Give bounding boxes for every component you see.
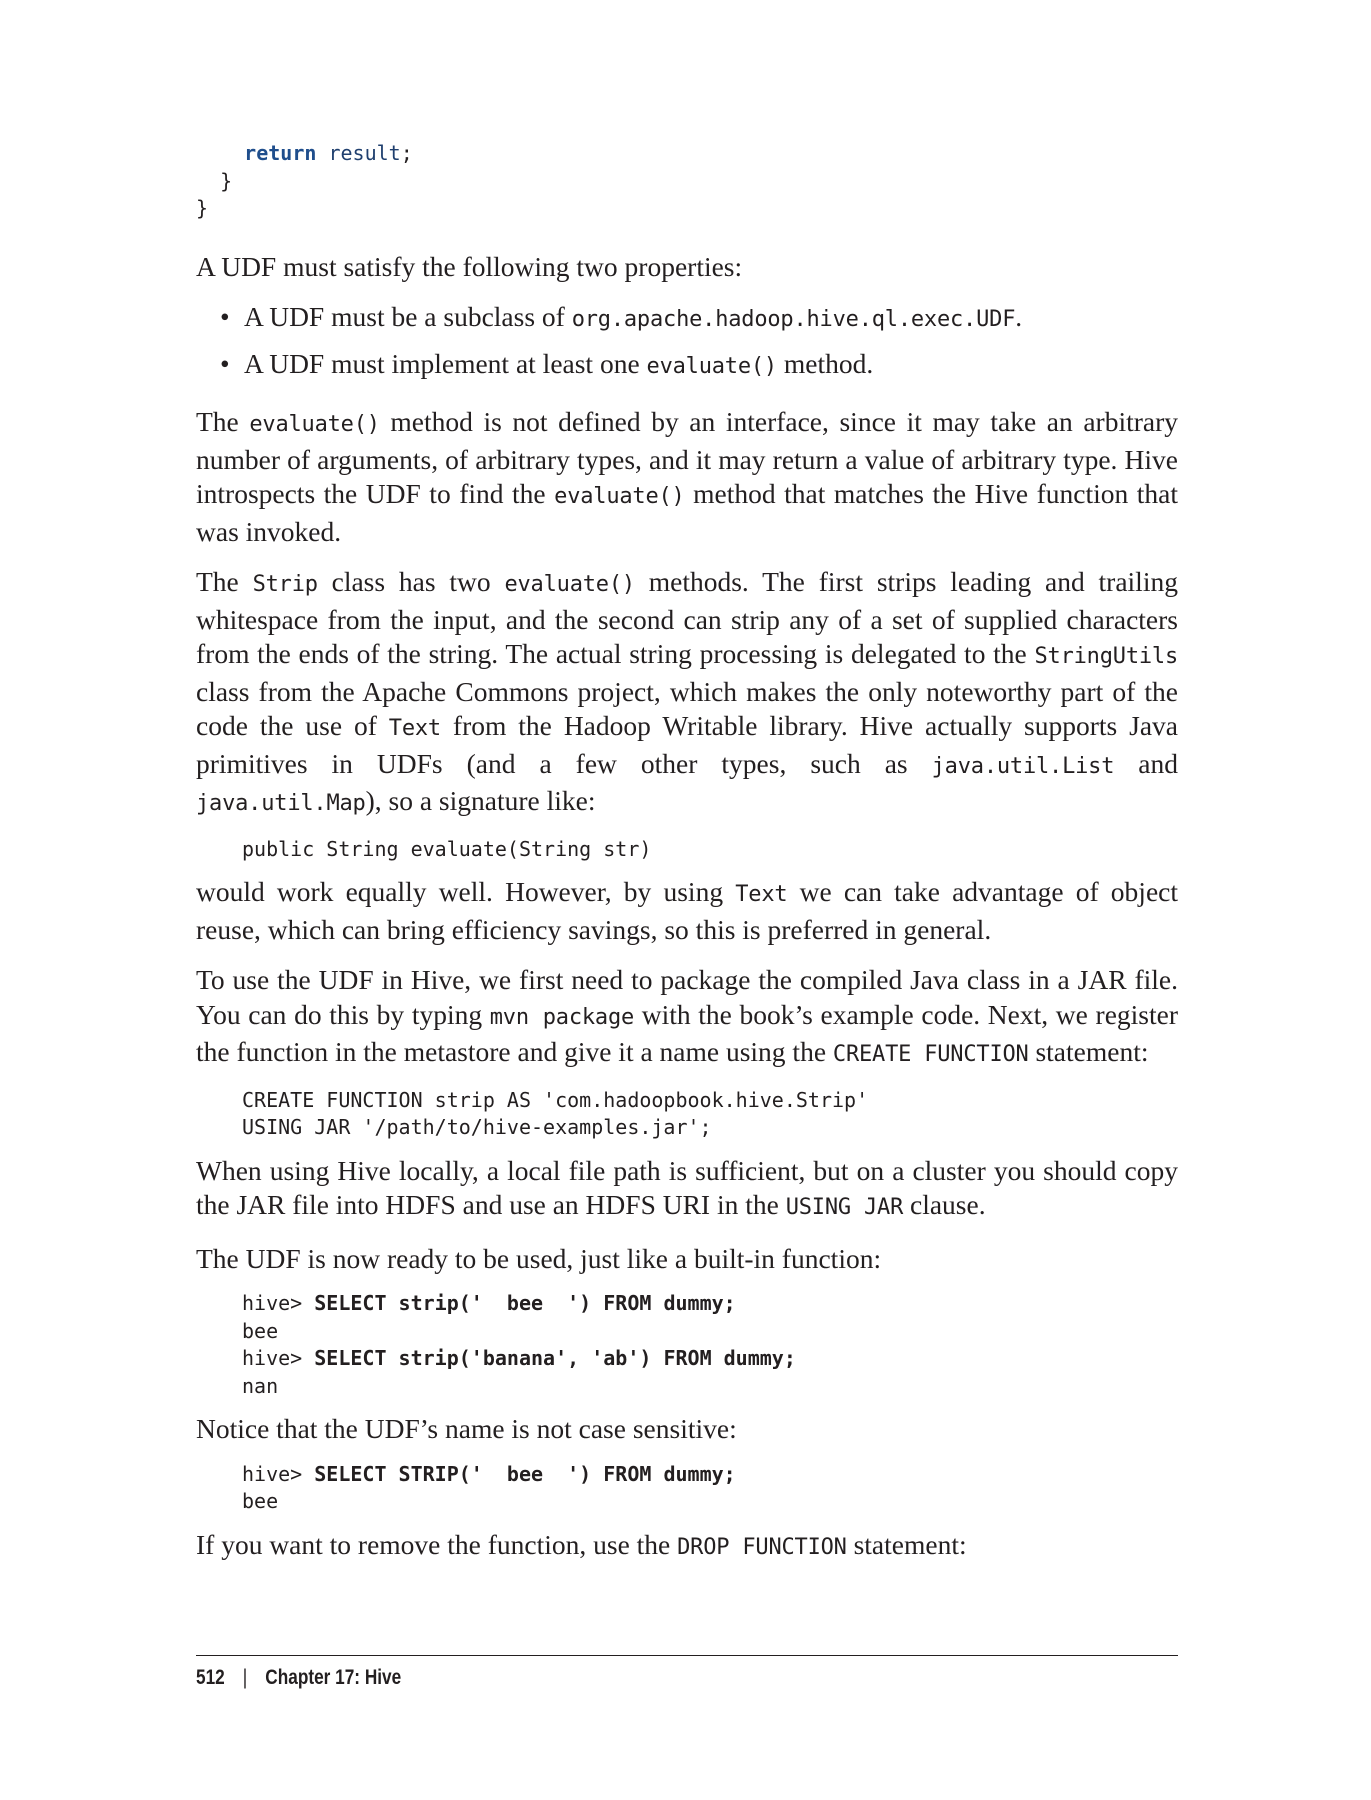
paragraph-package: To use the UDF in Hive, we first need to package the compiled Java class in a JAR file. You can do this by typing mvn package with the book’s example code. Next, we register the function in the metastore and give it a name using the CREATE FUNCTION statement: [196, 964, 1178, 1067]
paragraph-ready: The UDF is now ready to be used, just like a built-in function: [196, 1242, 882, 1274]
footer-text [196, 1666, 1001, 1690]
page-body [196, 140, 1178, 1565]
code-block-signature: public String evaluate(String str) [242, 836, 652, 861]
code-block-return: return result; } } [196, 141, 413, 220]
footer-separator: | [242, 1666, 248, 1689]
code-block-create-function: CREATE FUNCTION strip AS 'com.hadoopbook.hive.Strip' USING JAR '/path/to/hive-examples.jar'; [242, 1087, 869, 1139]
paragraph-intro: A UDF must satisfy the following two properties: [196, 250, 743, 282]
page-footer [196, 1655, 1178, 1690]
paragraph-evaluate: The evaluate() method is not defined by an interface, since it may take an arbitrary number of arguments, of arbitrary types, and it may return a value of arbitrary type. Hive introspects the UDF to find the evaluate() method that matches the Hive function that was invoked. [196, 406, 1179, 547]
code-keyword: return [244, 141, 317, 165]
property-list [196, 300, 1178, 384]
list-item: • A UDF must be a subclass of org.apache.hadoop.hive.ql.exec.UDF. [196, 300, 1178, 338]
code-line: } [196, 196, 209, 220]
code-block-case: hive> SELECT STRIP(' bee ') FROM dummy; bee [242, 1461, 736, 1513]
bullet-icon: • [220, 301, 230, 332]
code-identifier: result [328, 141, 401, 165]
chapter-title: Chapter 17: Hive [265, 1666, 402, 1689]
paragraph-local-path: When using Hive locally, a local file path is sufficient, but on a cluster you should copy the JAR file into HDFS and use an HDFS URI in the USING JAR clause. [196, 1154, 1178, 1220]
paragraph-strip-class: The Strip class has two evaluate() methods. The first strips leading and trailing whitespace from the input, and the second can strip any of a set of supplied characters from the ends of the string. The actual string processing is delegated to the StringUtils class from the Apache Commons project, which makes the only noteworthy part of the code the use of Text from the Hadoop Writable library. Hive actually supports Java primitives in UDFs (and a few other types, such as java.util.List and java.util.Map), so a signature like: [196, 566, 1179, 816]
paragraph-object-reuse: would work equally well. However, by using Text we can take advantage of object reuse, which can bring efficiency savings, so this is preferred in general. [196, 876, 1178, 945]
page-number: 512 [196, 1666, 225, 1689]
paragraph-case-insensitive: Notice that the UDF’s name is not case sensitive: [196, 1413, 737, 1444]
code-block-usage: hive> SELECT strip(' bee ') FROM dummy; bee hive> SELECT strip('banana', 'ab') FROM dummy; nan [242, 1291, 796, 1398]
bullet-icon: • [220, 347, 230, 379]
list-item: • A UDF must implement at least one evaluate() method. [196, 347, 1178, 385]
paragraph-drop-function: If you want to remove the function, use the DROP FUNCTION statement: [196, 1528, 967, 1560]
code-line: } [196, 168, 233, 193]
